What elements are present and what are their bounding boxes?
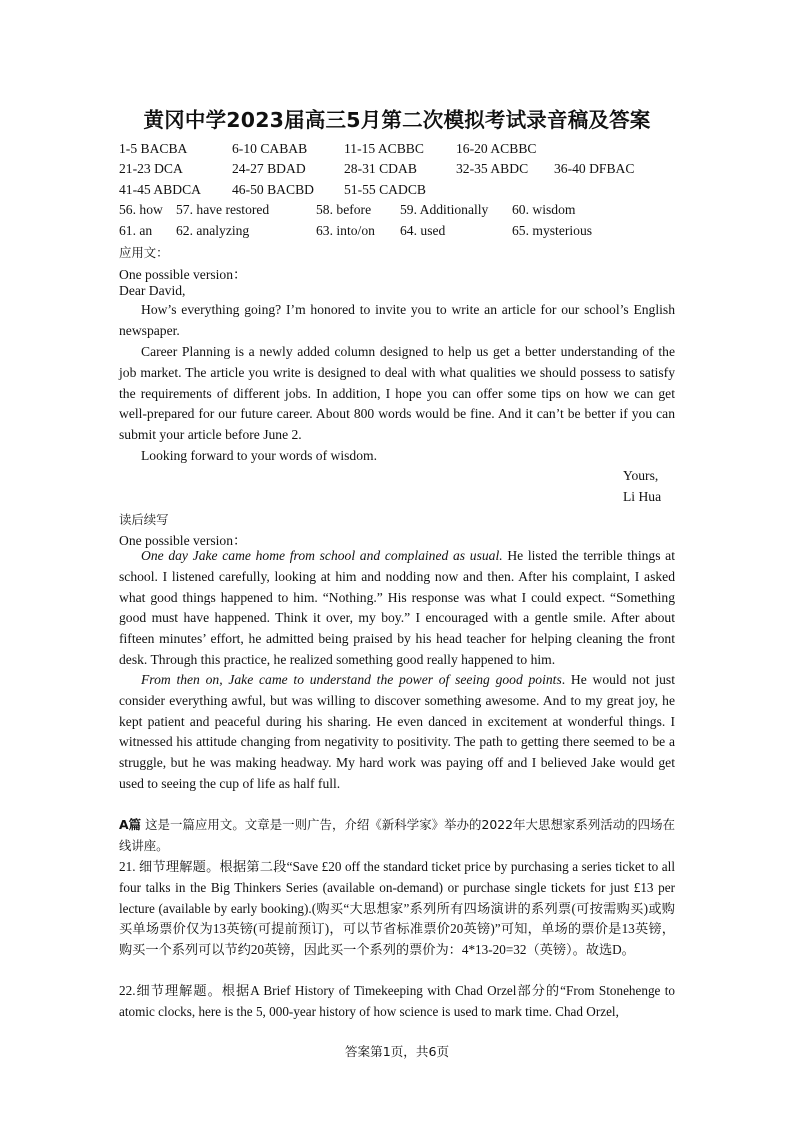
story-lead-sentence: One day Jake came home from school and complained as usual. — [141, 548, 503, 563]
answer-item: 56. how — [119, 202, 163, 218]
answer-group: 36-40 DFBAC — [554, 161, 635, 177]
answer-item: 62. analyzing — [176, 222, 250, 238]
analysis-passage-a — [119, 815, 675, 857]
answer-group: 46-50 BACBD — [232, 181, 314, 197]
letter-signature: Li Hua — [623, 489, 662, 504]
passage-label: A篇 — [119, 817, 142, 832]
answer-group: 51-55 CADCB — [344, 181, 426, 197]
answer-item: 57. have restored — [176, 202, 270, 218]
answer-row — [119, 141, 719, 161]
passage-summary: 这是一篇应用文。文章是一则广告，介绍《新科学家》举办的2022年大思想家系列活动的四场在线讲座。 — [119, 817, 675, 853]
analysis-question-21: 21. 细节理解题。根据第二段“Save £20 off the standard ticket price by purchasing a series ticket to all four talks in the Big Thinkers Series (available on-demand) or purchase single tickets for just £13 per lecture (available by early booking).(购买“大思想家”系列所有四场演讲的系列票(可按需购买)或购买单场票价仅为13英镑(可提前预订)，可以节省标准票价20英镑)”可知，单场的票价是13英镑，购买一个系列可以节约20英镑，因此买一个系列的票价为：4*13-20=32（英镑）。故选D。 — [119, 859, 675, 958]
story-text: He listed the terrible things at school. I listened carefully, looking at him and nodding now and then. After his complaint, I asked what good things happened to him. “Nothing.” His response was what I could expect. “Something good must have happened. Think it over, my boy.” I encouraged with a gentle smile. After about fifteen minutes’ effort, he admitted being praised by his head teacher for helping cleaning the front desk. Through this practice, he realized something good really happened to him. — [119, 548, 675, 667]
answer-group: 21-23 DCA — [119, 161, 183, 177]
section-label-letter: 应用文： — [119, 245, 169, 260]
answer-item: 65. mysterious — [512, 222, 593, 238]
answer-group: 32-35 ABDC — [456, 161, 529, 177]
answer-key — [119, 141, 719, 243]
answer-item: 58. before — [316, 202, 372, 218]
story-paragraph — [119, 546, 675, 671]
version-label: One possible version： — [119, 267, 247, 282]
answer-row — [119, 161, 719, 181]
answer-row — [119, 223, 719, 243]
section-label-continuation: 读后续写 — [119, 512, 169, 527]
answer-item: 63. into/on — [316, 222, 375, 238]
answer-item: 64. used — [400, 222, 446, 238]
letter-greeting: Dear David, — [119, 283, 186, 298]
letter-paragraph: Looking forward to your words of wisdom. — [141, 448, 377, 463]
answer-item: 60. wisdom — [512, 202, 576, 218]
story-lead-sentence: From then on, Jake came to understand the power of seeing good points — [141, 672, 562, 687]
letter-closing: Yours, — [623, 468, 659, 483]
answer-row — [119, 182, 719, 202]
answer-group: 1-5 BACBA — [119, 141, 188, 156]
answer-group: 11-15 ACBBC — [344, 141, 424, 156]
answer-item: 59. Additionally — [400, 202, 489, 218]
answer-group: 28-31 CDAB — [344, 161, 417, 177]
answer-row — [119, 202, 719, 222]
letter-paragraph: How’s everything going? I’m honored to invite you to write an article for our school’s English newspaper. — [119, 302, 675, 338]
page-title: 黄冈中学2023届高三5月第二次模拟考试录音稿及答案 — [143, 108, 651, 132]
answer-group: 16-20 ACBBC — [456, 141, 537, 156]
letter-paragraph: Career Planning is a newly added column designed to help us get a better understanding of the job market. The article you write is designed to deal with what qualities we should possess to satisfy the requirements of different jobs. In addition, I hope you can offer some tips on how we can get well-prepared for our future career. About 800 words would be fine. And it can’t be better if you can submit your article before June 2. — [119, 344, 675, 443]
version-label: One possible version： — [119, 533, 247, 548]
answer-group: 41-45 ABDCA — [119, 181, 201, 197]
story-text: . He would not just consider everything awful, but was willing to discover something awesome. And to my great joy, he kept patient and peaceful during his sharing. He even danced in excitement at wonderful things. I witnessed his attitude changing from negativity to positivity. The path to getting there seemed to be a struggle, but he was making headway. My hard work was paying off and I believed Jake would get used to seeing the cup of life as half full. — [119, 672, 675, 791]
answer-group: 24-27 BDAD — [232, 161, 306, 177]
analysis-question-22: 22.细节理解题。根据A Brief History of Timekeeping with Chad Orzel部分的“From Stonehenge to atomic clocks, here is the 5, 000-year history of how science is used to mark time. Chad Orzel, — [119, 983, 675, 1019]
answer-item: 61. an — [119, 222, 153, 238]
story-paragraph — [119, 670, 675, 795]
page-footer: 答案第1页，共6页 — [344, 1044, 450, 1059]
answer-group: 6-10 CABAB — [232, 141, 308, 156]
